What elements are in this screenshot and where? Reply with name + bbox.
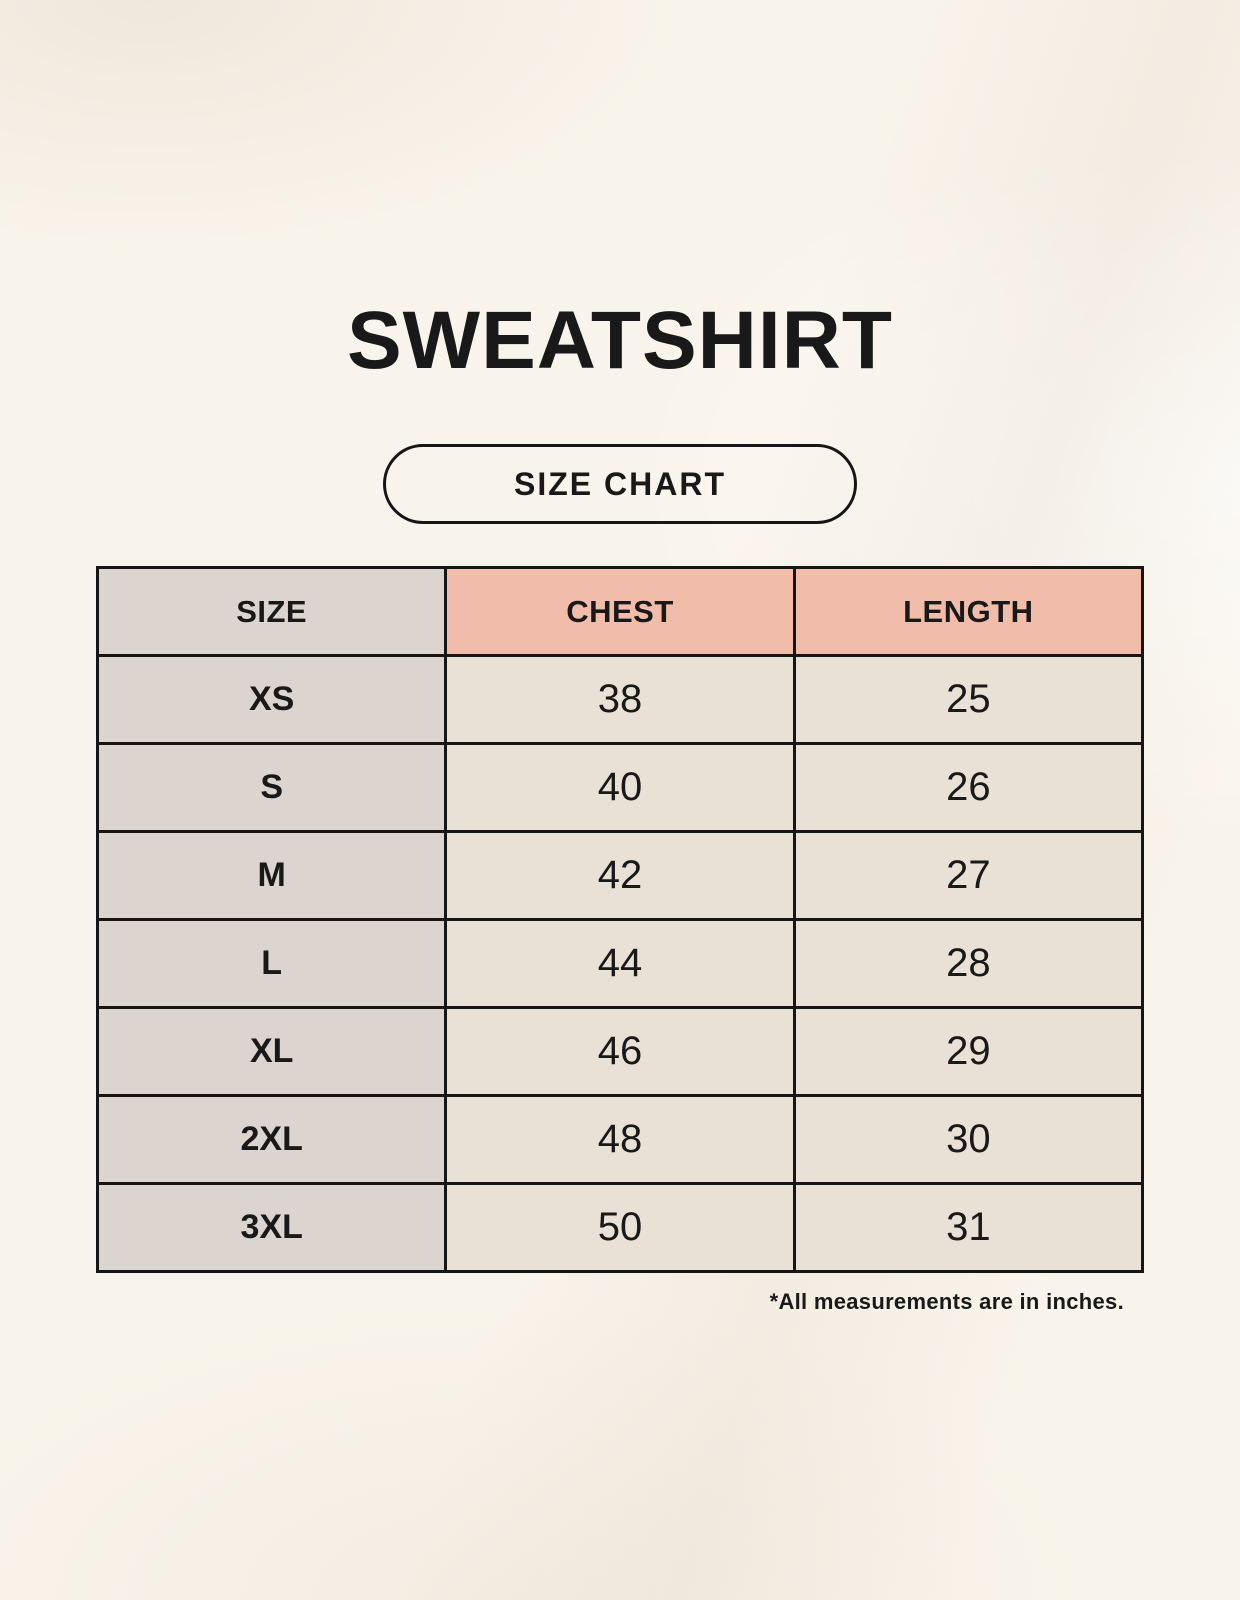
table-row	[98, 656, 1143, 744]
table-row	[98, 832, 1143, 920]
measurement-cell: 29	[794, 1008, 1142, 1096]
measurement-cell: 27	[794, 832, 1142, 920]
measurement-cell: 30	[794, 1096, 1142, 1184]
size-chart-badge-label: SIZE CHART	[514, 465, 726, 502]
measurement-cell: 31	[794, 1184, 1142, 1272]
measurement-cell: 48	[446, 1096, 794, 1184]
size-label-cell: XS	[98, 656, 446, 744]
page-title: SWEATSHIRT	[346, 295, 893, 386]
size-label-cell: 2XL	[98, 1096, 446, 1184]
table-header	[98, 568, 1143, 656]
column-header-size: SIZE	[98, 568, 446, 656]
size-label-cell: S	[98, 744, 446, 832]
table-row	[98, 1184, 1143, 1272]
measurement-cell: 38	[446, 656, 794, 744]
measurement-cell: 40	[446, 744, 794, 832]
table-header-row	[98, 568, 1143, 656]
size-label-cell: 3XL	[98, 1184, 446, 1272]
column-header-chest: CHEST	[446, 568, 794, 656]
measurement-cell: 50	[446, 1184, 794, 1272]
measurement-cell: 42	[446, 832, 794, 920]
measurement-cell: 25	[794, 656, 1142, 744]
table-row	[98, 1008, 1143, 1096]
size-label-cell: M	[98, 832, 446, 920]
table-body	[98, 656, 1143, 1272]
measurement-cell: 26	[794, 744, 1142, 832]
table-row	[98, 1096, 1143, 1184]
measurement-cell: 28	[794, 920, 1142, 1008]
column-header-length: LENGTH	[794, 568, 1142, 656]
measurement-cell: 44	[446, 920, 794, 1008]
size-chart-badge[interactable]	[383, 444, 857, 524]
size-label-cell: L	[98, 920, 446, 1008]
table-row	[98, 744, 1143, 832]
size-label-cell: XL	[98, 1008, 446, 1096]
table-row	[98, 920, 1143, 1008]
measurement-cell: 46	[446, 1008, 794, 1096]
measurements-footnote: *All measurements are in inches.	[769, 1289, 1124, 1314]
size-chart-table	[96, 566, 1144, 1273]
